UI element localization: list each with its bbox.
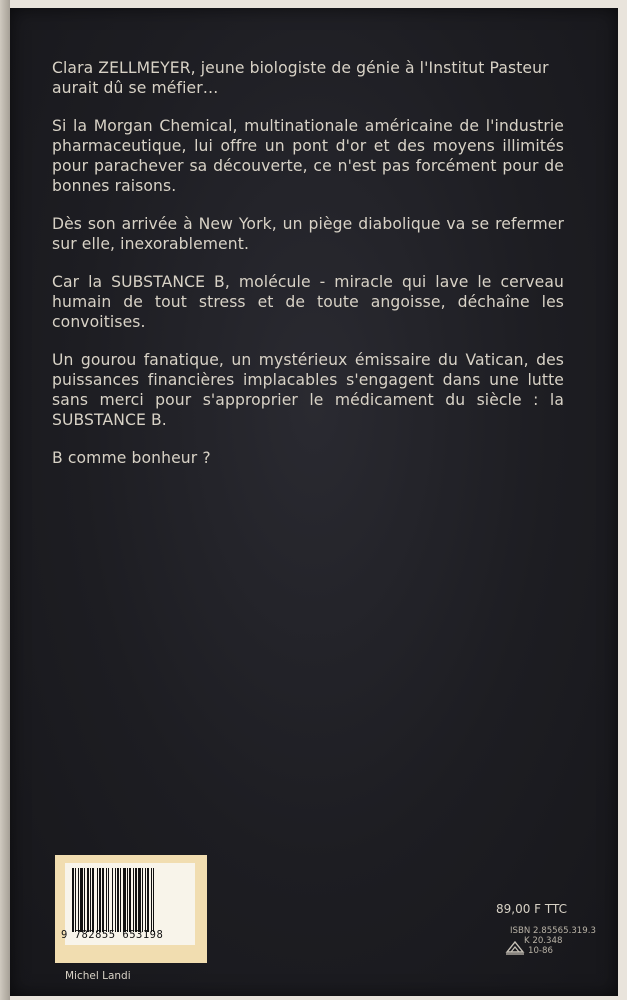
publisher-name: Michel Landi [65,970,131,982]
blurb-paragraph-2: Si la Morgan Chemical, multinationale américaine de l'industrie pharmaceutique, lui offre un pont d'or et des moyens illimités pour parachever sa découverte, ce n'est pas forcément pour de bonnes raisons. [52,117,564,195]
blurb-paragraph-3: Dès son arrivée à New York, un piège diabolique va se refermer sur elle, inexorablement. [52,215,564,253]
blurb-paragraph-5: Un gourou fanatique, un mystérieux émissaire du Vatican, des puissances financières implacables s'engagent dans une lutte sans merci pour s'approprier le médicament du siècle : la SUBSTANCE B. [52,351,564,429]
catalog-number: K 20.348 [524,936,563,946]
page-edge [0,0,10,1000]
publisher-logo-icon [504,936,526,958]
blurb-paragraph-1: Clara ZELLMEYER, jeune biologiste de génie à l'Institut Pasteur aurait dû se méfier… [52,59,549,97]
barcode-digits: 9 782855 653198 [61,929,164,941]
isbn-number: ISBN 2.85565.319.3 [510,926,596,936]
blurb-paragraph-6: B comme bonheur ? [52,449,211,467]
price-label: 89,00 F TTC [496,902,568,916]
back-cover-blurb [52,58,564,486]
barcode-label [55,855,207,963]
blurb-paragraph-4: Car la SUBSTANCE B, molécule - miracle qui lave le cerveau humain de tout stress et de toute angoisse, déchaîne les convoitises. [52,273,564,331]
barcode-icon [70,868,190,938]
print-date: 10-86 [528,946,553,956]
